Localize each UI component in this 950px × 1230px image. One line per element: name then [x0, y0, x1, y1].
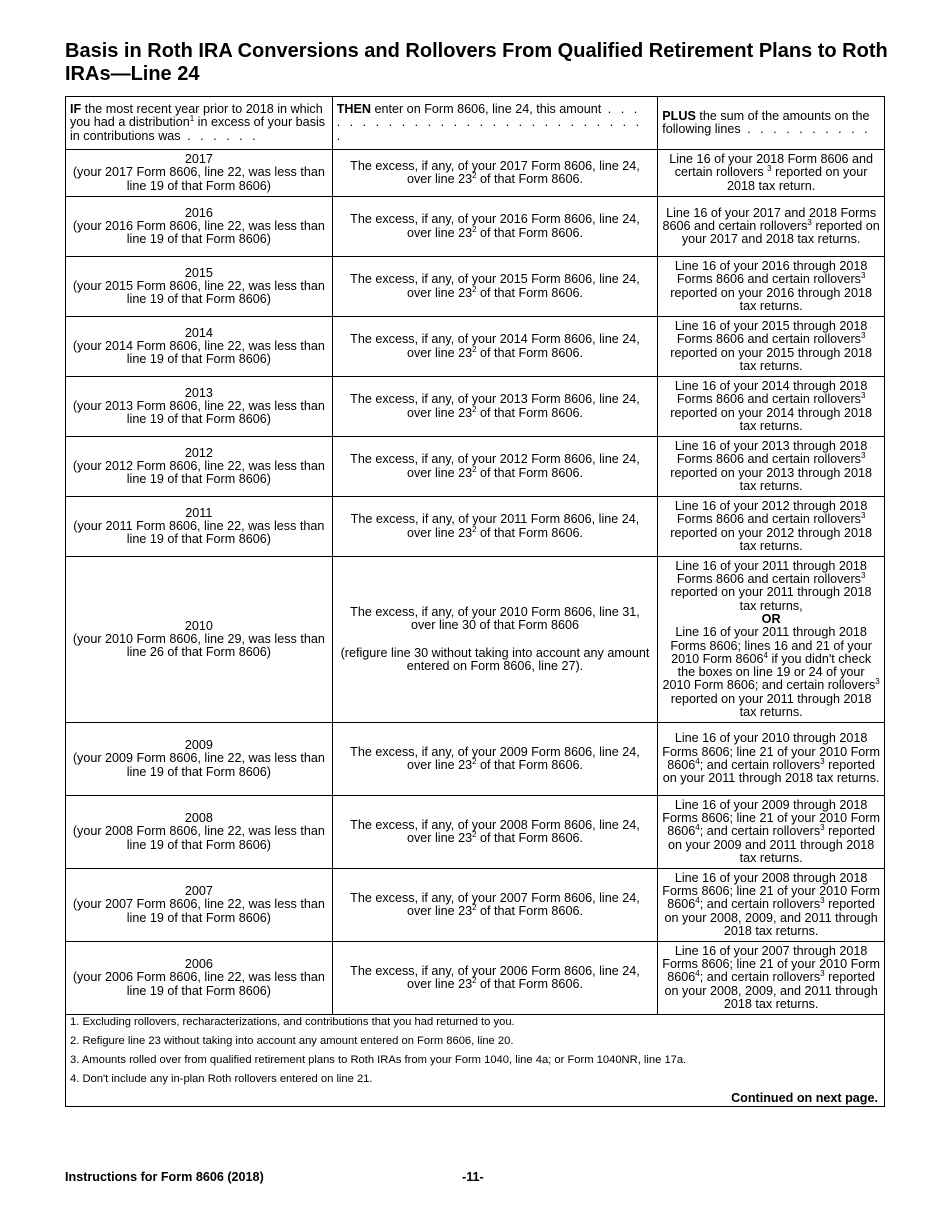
plus-cell: Line 16 of your 2017 and 2018 Forms 8606 and certain rollovers$^3$ reported on your 2017 and 2018 tax returns. — [658, 197, 885, 257]
then-cell: The excess, if any, of your 2014 Form 8606, line 24, over line $23^2$ of that Form 8606. — [332, 317, 658, 377]
then-cell: The excess, if any, of your 2013 Form 8606, line 24, over line $23^2$ of that Form 8606. — [332, 377, 658, 437]
footnote-1: 1. Excluding rollovers, recharacterizations, and contributions that you had returned to you. — [70, 1016, 515, 1028]
header-then-cell: THEN enter on Form 8606, line 24, this amount . . . . . . . . . . . . . . . . . . . . . . . . . . . . — [332, 97, 658, 150]
plus-cell: Line 16 of your 2011 through 2018 Forms 8606 and certain rollovers$^3$ reported on your 2011 through 2018 tax returns, OR Line 16 of your 2011 through 2018 Forms 8606; lines 16 and 21 of your 2010 Form 8606$^4$ if you didn't check the boxes on line 19 or 24 of your 2010 Form 8606; and certain rollovers$^3$ reported on your 2011 through 2018 tax returns. — [658, 557, 885, 723]
table-row-2009 — [66, 723, 885, 796]
header-plus-cell: PLUS the sum of the amounts on the following lines . . . . . . . . . . — [658, 97, 885, 150]
year-cell: 2017 (your 2017 Form 8606, line 22, was less than line 19 of that Form 8606) — [66, 150, 333, 197]
then-cell: The excess, if any, of your 2017 Form 8606, line 24, over line $23^2$ of that Form 8606. — [332, 150, 658, 197]
table-row-2014 — [66, 317, 885, 377]
page-title: Basis in Roth IRA Conversions and Rollovers From Qualified Retirement Plans to Roth IRAs—Line 24 — [65, 40, 888, 85]
table-row-2008 — [66, 796, 885, 869]
plus-cell: Line 16 of your 2016 through 2018 Forms 8606 and certain rollovers$^3$ reported on your 2016 through 2018 tax returns. — [658, 257, 885, 317]
year-cell: 2016 (your 2016 Form 8606, line 22, was less than line 19 of that Form 8606) — [66, 197, 333, 257]
then-cell: The excess, if any, of your 2008 Form 8606, line 24, over line $23^2$ of that Form 8606. — [332, 796, 658, 869]
footnotes-row — [66, 1015, 885, 1107]
table-row-2016 — [66, 197, 885, 257]
footer-form-title: Instructions for Form 8606 (2018) — [65, 1170, 264, 1184]
table-header-row — [66, 97, 885, 150]
year-cell: 2011 (your 2011 Form 8606, line 22, was less than line 19 of that Form 8606) — [66, 497, 333, 557]
footnote-2: 2. Refigure line 23 without taking into account any amount entered on Form 8606, line 20. — [70, 1035, 514, 1047]
table-row-2011 — [66, 497, 885, 557]
year-cell: 2014 (your 2014 Form 8606, line 22, was less than line 19 of that Form 8606) — [66, 317, 333, 377]
plus-cell: Line 16 of your 2007 through 2018 Forms 8606; line 21 of your 2010 Form 8606$^4$; and certain rollovers$^3$ reported on your 2008, 2009, and 2011 through 2018 tax returns. — [658, 942, 885, 1015]
table-row-2013 — [66, 377, 885, 437]
header-if-cell: IF the most recent year prior to 2018 in which you had a distribution$^1$ in excess of your basis in contributions was . . . . . . — [66, 97, 333, 150]
plus-cell: Line 16 of your 2013 through 2018 Forms 8606 and certain rollovers$^3$ reported on your 2013 through 2018 tax returns. — [658, 437, 885, 497]
year-cell: 2012 (your 2012 Form 8606, line 22, was less than line 19 of that Form 8606) — [66, 437, 333, 497]
footnote-4: 4. Don't include any in-plan Roth rollovers entered on line 21. — [70, 1073, 373, 1085]
year-cell: 2010 (your 2010 Form 8606, line 29, was less than line 26 of that Form 8606) — [66, 557, 333, 723]
year-cell: 2009 (your 2009 Form 8606, line 22, was less than line 19 of that Form 8606) — [66, 723, 333, 796]
year-cell: 2006 (your 2006 Form 8606, line 22, was less than line 19 of that Form 8606) — [66, 942, 333, 1015]
plus-cell: Line 16 of your 2009 through 2018 Forms 8606; line 21 of your 2010 Form 8606$^4$; and certain rollovers$^3$ reported on your 2009 and 2011 through 2018 tax returns. — [658, 796, 885, 869]
then-cell: The excess, if any, of your 2009 Form 8606, line 24, over line $23^2$ of that Form 8606. — [332, 723, 658, 796]
line-24-table — [65, 96, 885, 1107]
page-number: -11- — [462, 1170, 484, 1184]
then-cell: The excess, if any, of your 2007 Form 8606, line 24, over line $23^2$ of that Form 8606. — [332, 869, 658, 942]
then-cell: The excess, if any, of your 2010 Form 8606, line 31, over line 30 of that Form 8606 (refigure line 30 without taking into account any amount entered on Form 8606, line 27). — [332, 557, 658, 723]
then-cell: The excess, if any, of your 2015 Form 8606, line 24, over line $23^2$ of that Form 8606. — [332, 257, 658, 317]
then-cell: The excess, if any, of your 2016 Form 8606, line 24, over line $23^2$ of that Form 8606. — [332, 197, 658, 257]
year-cell: 2015 (your 2015 Form 8606, line 22, was less than line 19 of that Form 8606) — [66, 257, 333, 317]
plus-cell: Line 16 of your 2010 through 2018 Forms 8606; line 21 of your 2010 Form 8606$^4$; and certain rollovers$^3$ reported on your 2011 through 2018 tax returns. — [658, 723, 885, 796]
plus-cell: Line 16 of your 2014 through 2018 Forms 8606 and certain rollovers$^3$ reported on your 2014 through 2018 tax returns. — [658, 377, 885, 437]
footnotes-cell — [66, 1015, 885, 1107]
plus-cell: Line 16 of your 2008 through 2018 Forms 8606; line 21 of your 2010 Form 8606$^4$; and certain rollovers$^3$ reported on your 2008, 2009, and 2011 through 2018 tax returns. — [658, 869, 885, 942]
footnote-3: 3. Amounts rolled over from qualified retirement plans to Roth IRAs from your Form 1040, line 4a; or Form 1040NR, line 17a. — [70, 1054, 687, 1066]
table-row-2006 — [66, 942, 885, 1015]
table-row-2010 — [66, 557, 885, 723]
year-cell: 2013 (your 2013 Form 8606, line 22, was less than line 19 of that Form 8606) — [66, 377, 333, 437]
continued-label: Continued on next page. — [731, 1091, 878, 1105]
plus-cell: Line 16 of your 2018 Form 8606 and certain rollovers $^3$ reported on your 2018 tax return. — [658, 150, 885, 197]
table-row-2012 — [66, 437, 885, 497]
plus-cell: Line 16 of your 2015 through 2018 Forms 8606 and certain rollovers$^3$ reported on your 2015 through 2018 tax returns. — [658, 317, 885, 377]
then-cell: The excess, if any, of your 2012 Form 8606, line 24, over line $23^2$ of that Form 8606. — [332, 437, 658, 497]
year-cell: 2008 (your 2008 Form 8606, line 22, was less than line 19 of that Form 8606) — [66, 796, 333, 869]
then-cell: The excess, if any, of your 2006 Form 8606, line 24, over line $23^2$ of that Form 8606. — [332, 942, 658, 1015]
year-cell: 2007 (your 2007 Form 8606, line 22, was less than line 19 of that Form 8606) — [66, 869, 333, 942]
table-row-2017 — [66, 150, 885, 197]
table-row-2015 — [66, 257, 885, 317]
then-cell: The excess, if any, of your 2011 Form 8606, line 24, over line $23^2$ of that Form 8606. — [332, 497, 658, 557]
plus-cell: Line 16 of your 2012 through 2018 Forms 8606 and certain rollovers$^3$ reported on your 2012 through 2018 tax returns. — [658, 497, 885, 557]
table-row-2007 — [66, 869, 885, 942]
